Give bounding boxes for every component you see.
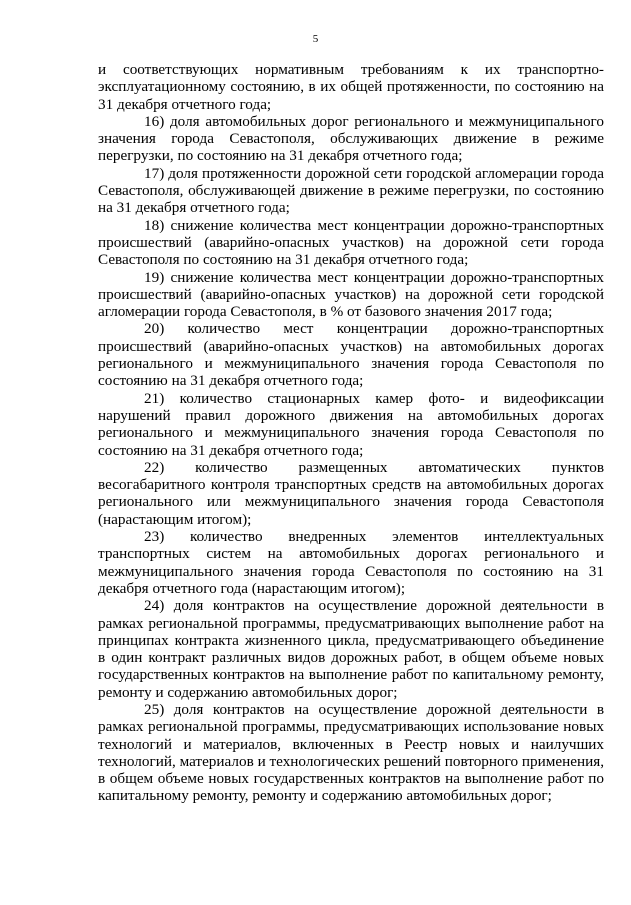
paragraph-item-22: 22) количество размещенных автоматических пунктов весогабаритного контроля транспортных средств на автомобильных дорогах регионального или межмуниципального значения города Севастополя (нарастающим итогом);	[98, 458, 604, 528]
paragraph-item-19: 19) снижение количества мест концентрации дорожно-транспортных происшествий (аварийно-опасных участков) на дорожной сети городской агломерации города Севастополя, в % от базового значения 2017 года;	[98, 268, 604, 321]
paragraph-continuation: и соответствующих нормативным требованиям к их транспортно-эксплуатационному состоянию, в их общей протяженности, по состоянию на 31 декабря отчетного года;	[98, 61, 604, 113]
paragraph-item-25: 25) доля контрактов на осуществление дорожной деятельности в рамках региональной программы, предусматривающих использование новых технологий и материалов, включенных в Реестр новых и наилучших технологий, материалов и технологических решений повторного применения, в общем объеме новых государственных контрактов на выполнение работ по капитальному ремонту, ремонту и содержанию автомобильных дорог;	[98, 700, 604, 805]
paragraph-item-18: 18) снижение количества мест концентрации дорожно-транспортных происшествий (аварийно-опасных участков) на дорожной сети города Севастополя по состоянию на 31 декабря отчетного года;	[98, 216, 604, 269]
document-body	[98, 61, 604, 805]
paragraph-item-21: 21) количество стационарных камер фото- и видеофиксации нарушений правил дорожного движения на автомобильных дорогах регионального и межмуниципального значения города Севастополя по состоянию на 31 декабря отчетного года;	[98, 389, 604, 459]
paragraph-item-17: 17) доля протяженности дорожной сети городской агломерации города Севастополя, обслуживающей движение в режиме перегрузки, по состоянию на 31 декабря отчетного года;	[98, 164, 604, 217]
paragraph-item-23: 23) количество внедренных элементов интеллектуальных транспортных систем на автомобильных дорогах регионального и межмуниципального значения города Севастополя по состоянию на 31 декабря отчетного года (нарастающим итогом);	[98, 528, 604, 597]
paragraph-item-24: 24) доля контрактов на осуществление дорожной деятельности в рамках региональной программы, предусматривающих выполнение работ на принципах контракта жизненного цикла, предусматривающего объединение в один контракт различных видов дорожных работ, в общем объеме новых государственных контрактов на выполнение работ по капитальному ремонту, ремонту и содержанию автомобильных дорог;	[98, 597, 604, 701]
page-number: 5	[312, 33, 319, 45]
paragraph-item-20: 20) количество мест концентрации дорожно-транспортных происшествий (аварийно-опасных участков) на автомобильных дорогах регионального и межмуниципального значения города Севастополя по состоянию на 31 декабря отчетного года;	[98, 320, 604, 390]
paragraph-item-16: 16) доля автомобильных дорог регионального и межмуниципального значения города Севастополя, обслуживающих движение в режиме перегрузки, по состоянию на 31 декабря отчетного года;	[98, 112, 604, 165]
